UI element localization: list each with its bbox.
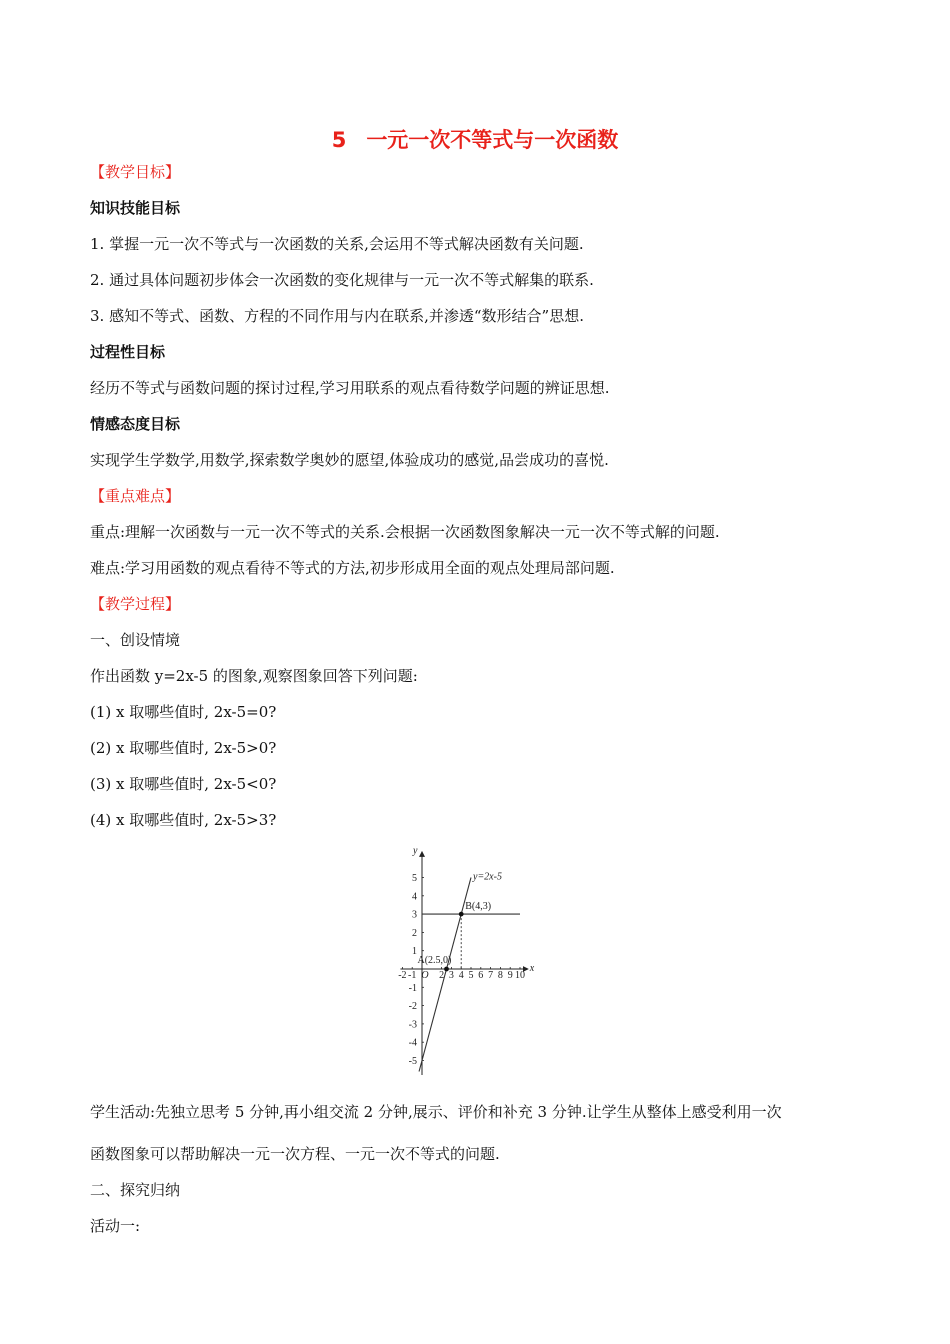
emotion-goal-text: 实现学生学数学,用数学,探索数学奥妙的愿望,体验成功的感觉,品尝成功的喜悦. xyxy=(90,451,609,469)
section-teaching-goals: 【教学目标】 xyxy=(90,163,181,181)
x-tick-label: 10 xyxy=(515,970,525,981)
x-tick-label: 5 xyxy=(468,970,474,981)
student-activity-line-1: 学生活动:先独立思考 5 分钟,再小组交流 2 分钟,展示、评价和补充 3 分钟.让学生从整体上感受利用一次 xyxy=(90,1103,782,1121)
y-tick-label: 4 xyxy=(412,891,417,903)
x-tick-label: 2 xyxy=(439,970,445,981)
x-tick-label: 3 xyxy=(448,970,454,981)
knowledge-heading: 知识技能目标 xyxy=(90,199,181,217)
section-key-points: 【重点难点】 xyxy=(90,487,181,505)
x-tick-label: -2 xyxy=(398,970,407,981)
y-tick-label: 3 xyxy=(412,909,417,921)
question-3: (3) x 取哪些值时, 2x-5<0? xyxy=(90,775,277,793)
y-tick-label: 1 xyxy=(412,946,417,958)
student-activity-line-2: 函数图象可以帮助解决一元一次方程、一元一次不等式的问题. xyxy=(90,1145,500,1163)
question-1: (1) x 取哪些值时, 2x-5=0? xyxy=(90,703,277,721)
point-a xyxy=(444,967,449,972)
x-axis-label: x xyxy=(529,963,535,974)
key-point-text: 重点:理解一次函数与一元一次不等式的关系.会根据一次函数图象解决一元一次不等式解的问题. xyxy=(90,523,720,541)
question-4: (4) x 取哪些值时, 2x-5>3? xyxy=(90,811,277,829)
x-tick-label: 6 xyxy=(478,970,484,981)
x-tick-label: 4 xyxy=(458,970,464,981)
page-title xyxy=(0,124,950,154)
y-tick-label: 2 xyxy=(412,927,417,939)
difficulty-text: 难点:学习用函数的观点看待不等式的方法,初步形成用全面的观点处理局部问题. xyxy=(90,559,615,577)
part1-heading: 一、创设情境 xyxy=(90,631,181,649)
x-tick-label: 9 xyxy=(507,970,513,981)
point-b xyxy=(459,912,464,917)
emotion-goal-heading: 情感态度目标 xyxy=(90,415,181,433)
title-text: 一元一次不等式与一次函数 xyxy=(366,128,619,152)
y-tick-label: -1 xyxy=(408,982,417,994)
process-goal-heading: 过程性目标 xyxy=(90,343,166,361)
function-graph xyxy=(380,840,605,1075)
question-2: (2) x 取哪些值时, 2x-5>0? xyxy=(90,739,277,757)
part2-heading: 二、探究归纳 xyxy=(90,1181,181,1199)
x-tick-label: 7 xyxy=(488,970,494,981)
x-tick-label: 8 xyxy=(497,970,503,981)
y-tick-label: -4 xyxy=(408,1037,417,1049)
part2-activity: 活动一: xyxy=(90,1217,141,1235)
x-tick-label: -1 xyxy=(408,970,417,981)
y-tick-label: -2 xyxy=(408,1001,417,1013)
process-goal-text: 经历不等式与函数问题的探讨过程,学习用联系的观点看待数学问题的辨证思想. xyxy=(90,379,610,397)
knowledge-item-2: 2. 通过具体问题初步体会一次函数的变化规律与一元一次不等式解集的联系. xyxy=(90,271,594,289)
title-number: 5 xyxy=(331,128,347,152)
section-process: 【教学过程】 xyxy=(90,595,181,613)
y-axis-label: y xyxy=(413,845,418,857)
part1-intro: 作出函数 y=2x-5 的图象,观察图象回答下列问题: xyxy=(90,667,418,685)
knowledge-item-3: 3. 感知不等式、函数、方程的不同作用与内在联系,并渗透“数形结合”思想. xyxy=(90,307,584,325)
y-tick-label: -3 xyxy=(408,1019,417,1031)
knowledge-item-1: 1. 掌握一元一次不等式与一次函数的关系,会运用不等式解决函数有关问题. xyxy=(90,235,584,253)
y-tick-label: 5 xyxy=(412,873,417,884)
y-tick-label: -5 xyxy=(408,1056,417,1067)
x-tick-label: O xyxy=(421,970,429,981)
function-line-label: y=2x-5 xyxy=(473,871,502,883)
point-a-label: A(2.5,0) xyxy=(417,955,452,966)
point-b-label: B(4,3) xyxy=(465,901,492,913)
